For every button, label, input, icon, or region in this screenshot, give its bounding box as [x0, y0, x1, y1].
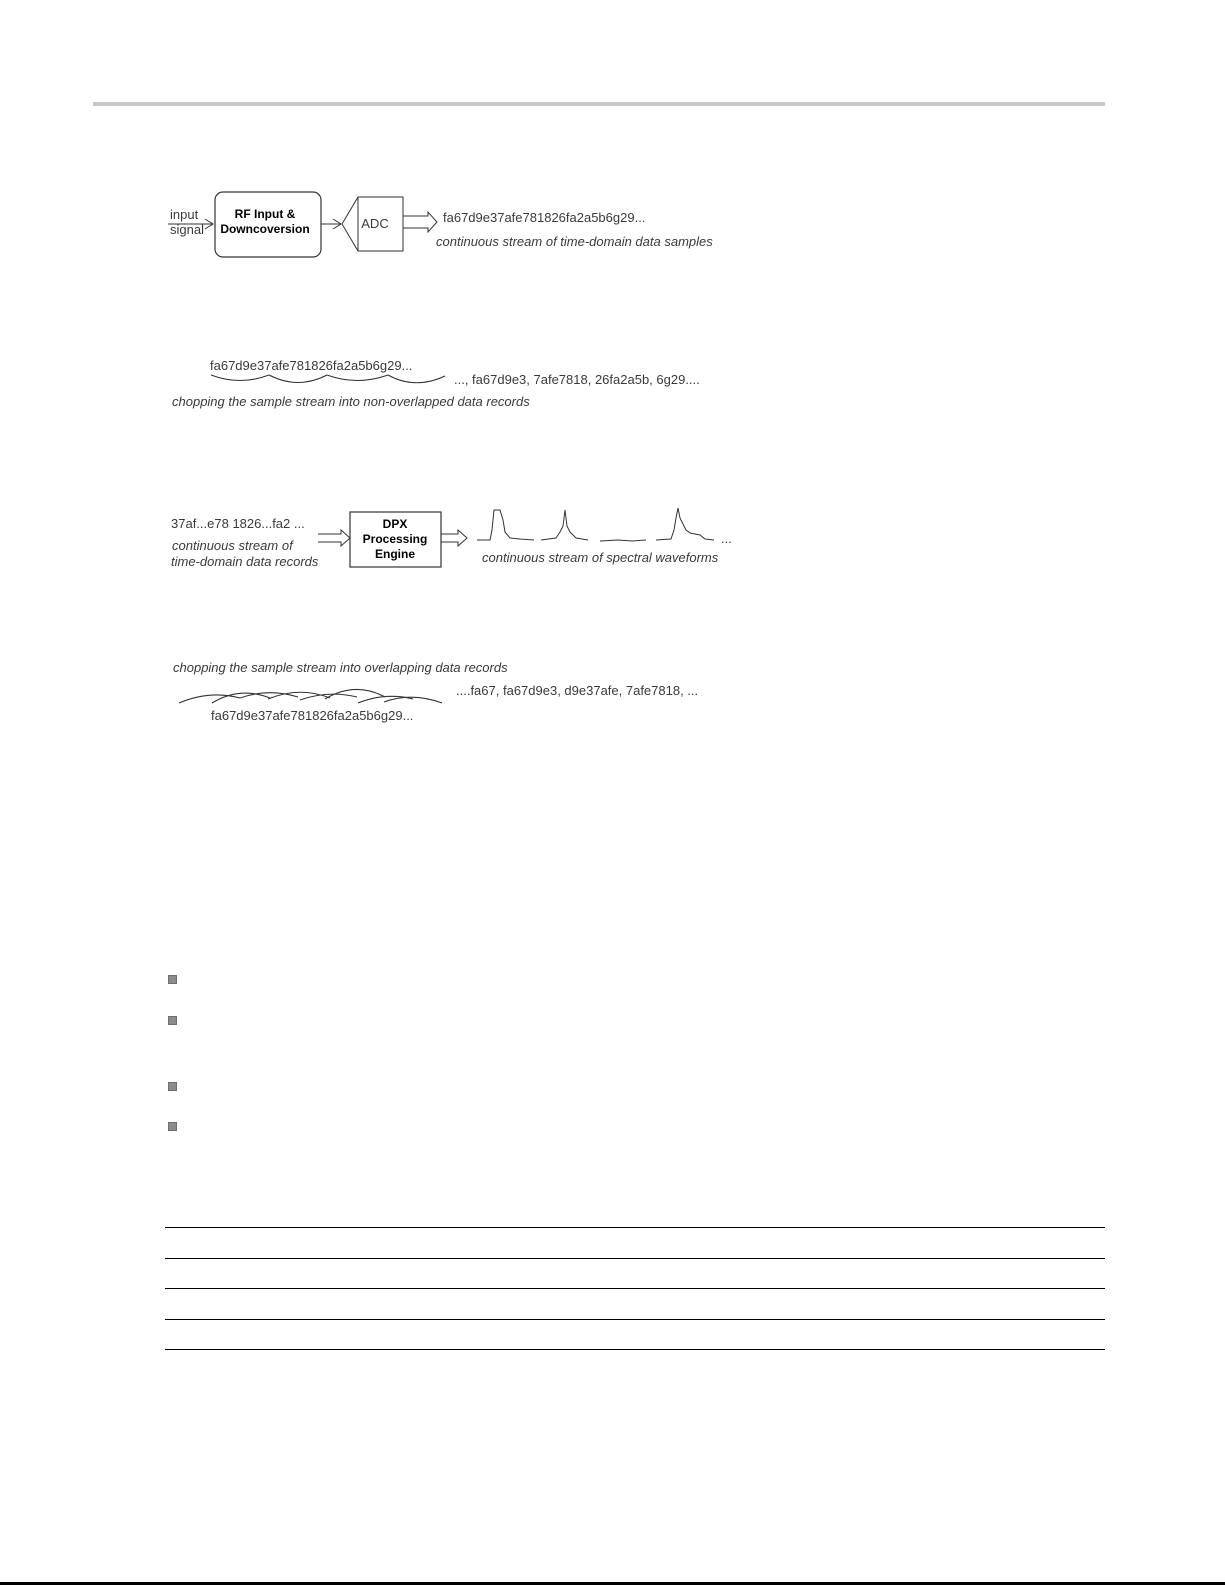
dpx-output-arrow	[441, 530, 467, 546]
input-label-line1: input	[170, 207, 199, 222]
input-label-line2: signal	[170, 222, 204, 237]
sample-stream-text: fa67d9e37afe781826fa2a5b6g29...	[443, 210, 646, 225]
records-in-text: 37af...e78 1826...fa2 ...	[171, 516, 305, 531]
dpx-line1: DPX	[382, 517, 408, 531]
sample-stream-caption: continuous stream of time-domain data samples	[436, 234, 713, 249]
record-brace-3	[327, 375, 388, 381]
fig4-stream-text: fa67d9e37afe781826fa2a5b6g29...	[211, 708, 414, 723]
table-rule-5	[165, 1349, 1105, 1350]
figure-non-overlapped-records	[0, 350, 1225, 415]
fig4-caption: chopping the sample stream into overlapping data records	[173, 660, 508, 675]
table-rule-4	[165, 1319, 1105, 1320]
overlap-arc-1	[179, 695, 240, 703]
spectrum-trace-1	[477, 510, 534, 540]
header-rule	[93, 102, 1105, 106]
bullet-marker-4	[168, 1122, 177, 1131]
spectrum-trace-4	[656, 508, 714, 540]
records-to-dpx-arrow	[318, 530, 350, 546]
table-rule-3	[165, 1288, 1105, 1289]
fig2-records-text: ..., fa67d9e3, 7afe7818, 26fa2a5b, 6g29....	[454, 372, 700, 387]
fig2-stream-text: fa67d9e37afe781826fa2a5b6g29...	[210, 358, 413, 373]
figure-dpx-engine	[0, 495, 1225, 575]
fig3-caption-right: continuous stream of spectral waveforms	[482, 550, 719, 565]
table-rule-2	[165, 1258, 1105, 1259]
rf-box-line2: Downcoversion	[220, 222, 310, 236]
bullet-marker-3	[168, 1082, 177, 1091]
fig3-caption-left-line1: continuous stream of	[172, 538, 293, 553]
record-brace-4	[388, 375, 445, 383]
dpx-line2: Processing	[362, 532, 428, 546]
record-brace-1	[211, 375, 269, 381]
figure-acquisition-chain	[0, 180, 1225, 270]
spectrum-trace-2	[541, 510, 588, 540]
spectrum-ellipsis: ...	[721, 531, 732, 546]
overlap-arc-8	[384, 697, 442, 703]
spectrum-trace-3	[600, 540, 646, 541]
fig3-caption-left-line2: time-domain data records	[171, 554, 319, 569]
adc-output-arrow	[403, 212, 437, 232]
dpx-line3: Engine	[374, 547, 416, 561]
rf-box-line1: RF Input &	[234, 207, 296, 221]
fig4-records-text: ....fa67, fa67d9e3, d9e37afe, 7afe7818, ...	[456, 683, 699, 698]
adc-label: ADC	[361, 216, 389, 231]
bullet-marker-1	[168, 975, 177, 984]
bullet-marker-2	[168, 1016, 177, 1025]
record-brace-2	[269, 375, 327, 383]
figure-overlapping-records	[0, 655, 1225, 730]
fig2-caption: chopping the sample stream into non-overlapped data records	[172, 394, 530, 409]
adc-input-wedge	[342, 197, 358, 251]
table-rule-1	[165, 1227, 1105, 1228]
